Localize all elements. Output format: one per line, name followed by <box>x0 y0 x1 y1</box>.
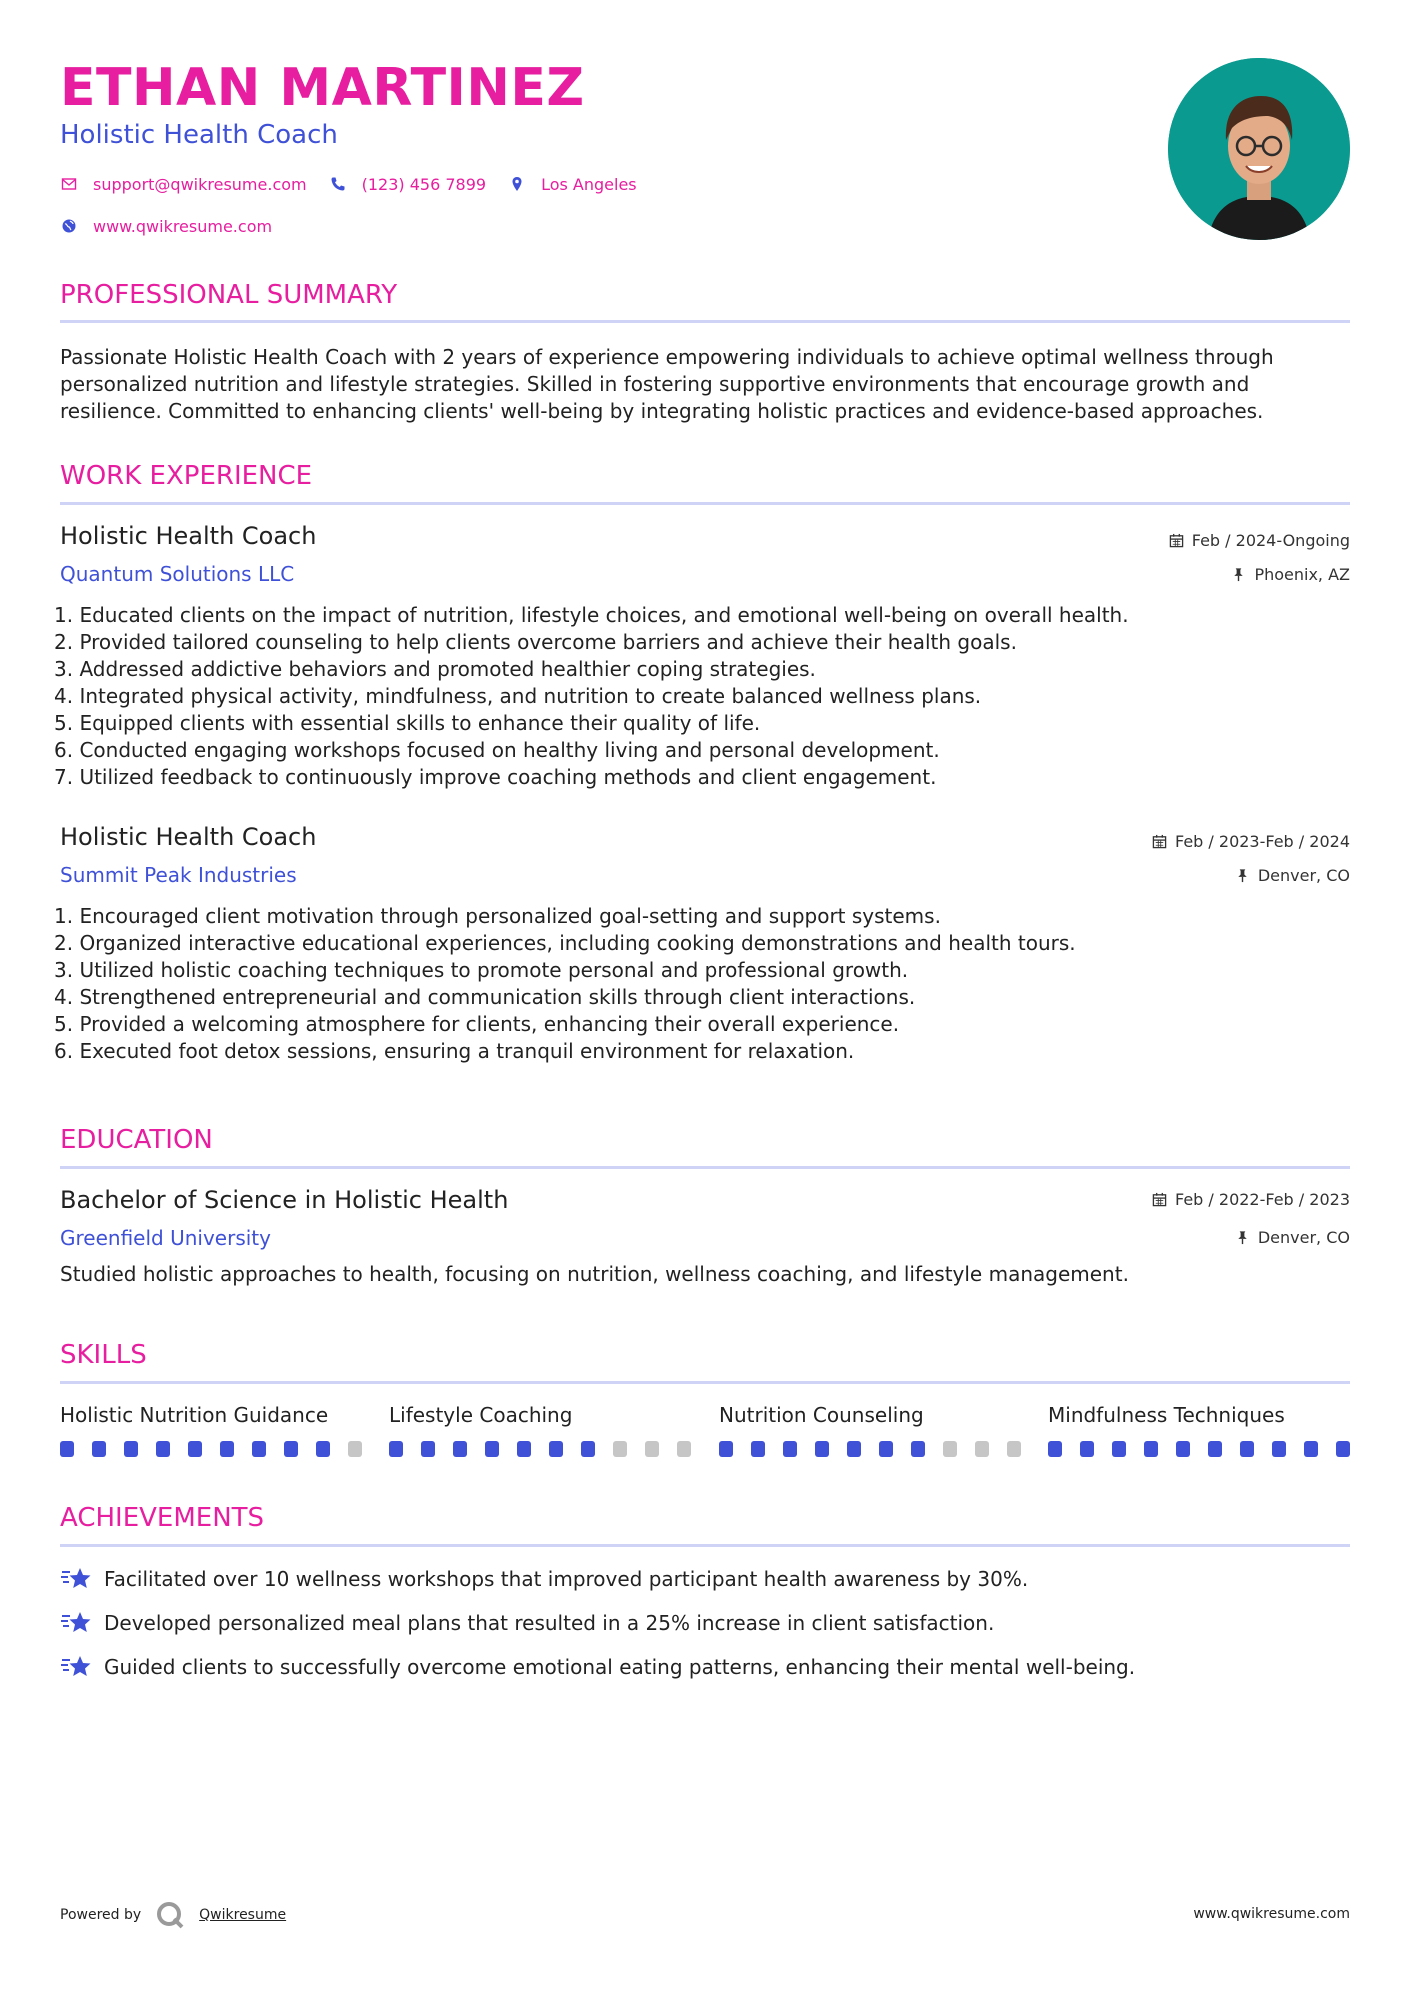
skill-dot-filled <box>581 1441 595 1457</box>
degree-title: Bachelor of Science in Holistic Health <box>60 1186 509 1214</box>
job-dates-text: Feb / 2024-Ongoing <box>1191 531 1350 550</box>
envelope-icon <box>60 175 78 193</box>
skill-dot-filled <box>124 1441 138 1457</box>
skill-dot-filled <box>1144 1441 1158 1457</box>
pushpin-icon <box>1231 567 1246 582</box>
job-location <box>1231 565 1350 584</box>
achievements-heading: ACHIEVEMENTS <box>60 1503 265 1533</box>
skill-dot-filled <box>92 1441 106 1457</box>
skill-dot-empty <box>348 1441 362 1457</box>
job-location-text: Phoenix, AZ <box>1254 565 1350 584</box>
star-icon <box>60 1653 92 1681</box>
section-divider <box>60 1166 1350 1169</box>
education-dates-text: Feb / 2022-Feb / 2023 <box>1175 1190 1350 1209</box>
skill-dot-filled <box>284 1441 298 1457</box>
achievement-item <box>60 1653 1135 1681</box>
skill-dot-filled <box>1336 1441 1350 1457</box>
skill-dot-filled <box>1304 1441 1318 1457</box>
skill-dot-filled <box>1272 1441 1286 1457</box>
skill-dot-filled <box>783 1441 797 1457</box>
brand-link[interactable]: Qwikresume <box>199 1907 287 1923</box>
company-name: Summit Peak Industries <box>60 863 297 887</box>
list-item: 5. Equipped clients with essential skills to enhance their quality of life. <box>54 711 761 735</box>
skill-dot-filled <box>1112 1441 1126 1457</box>
education-heading: EDUCATION <box>60 1125 213 1155</box>
list-item: 5. Provided a welcoming atmosphere for clients, enhancing their overall experience. <box>54 1012 900 1036</box>
avatar <box>1168 58 1350 240</box>
achievement-text: Developed personalized meal plans that resulted in a 25% increase in client satisfaction. <box>104 1611 995 1635</box>
achievement-item <box>60 1565 1028 1593</box>
skill-dot-filled <box>156 1441 170 1457</box>
skill-dot-filled <box>252 1441 266 1457</box>
skill-dot-filled <box>879 1441 893 1457</box>
skill-dot-empty <box>943 1441 957 1457</box>
skill-dot-filled <box>188 1441 202 1457</box>
job-title: Holistic Health Coach <box>60 522 317 550</box>
school-name: Greenfield University <box>60 1226 271 1250</box>
job-location-text: Denver, CO <box>1257 866 1350 885</box>
map-pin-icon <box>508 175 526 193</box>
section-divider <box>60 1381 1350 1384</box>
skill-dot-filled <box>751 1441 765 1457</box>
skill-dot-filled <box>220 1441 234 1457</box>
achievement-text: Facilitated over 10 wellness workshops that improved participant health awareness by 30%. <box>104 1567 1029 1591</box>
contact-block <box>60 172 659 256</box>
list-item: 2. Organized interactive educational experiences, including cooking demonstrations and health tours. <box>54 931 1076 955</box>
phone-number[interactable]: (123) 456 7899 <box>361 174 487 194</box>
skill-dot-filled <box>421 1441 435 1457</box>
skill-name: Holistic Nutrition Guidance <box>60 1403 329 1427</box>
star-icon <box>60 1565 92 1593</box>
job-dates <box>1152 832 1350 851</box>
skill-dot-filled <box>60 1441 74 1457</box>
skill-dot-filled <box>911 1441 925 1457</box>
skill-dot-filled <box>1048 1441 1062 1457</box>
email-link[interactable]: support@qwikresume.com <box>93 174 307 194</box>
experience-heading: WORK EXPERIENCE <box>60 461 313 491</box>
profile-photo <box>1168 58 1350 240</box>
summary-heading: PROFESSIONAL SUMMARY <box>60 280 398 310</box>
footer-url[interactable]: www.qwikresume.com <box>1193 1906 1350 1922</box>
list-item: 4. Strengthened entrepreneurial and communication skills through client interactions. <box>54 985 916 1009</box>
location-text: Los Angeles <box>541 174 637 194</box>
star-icon <box>60 1609 92 1637</box>
globe-icon <box>60 217 78 235</box>
skill-name: Nutrition Counseling <box>719 1403 924 1427</box>
pushpin-icon <box>1235 868 1250 883</box>
skill-dot-empty <box>677 1441 691 1457</box>
job-dates-text: Feb / 2023-Feb / 2024 <box>1175 832 1350 851</box>
skill-dot-filled <box>847 1441 861 1457</box>
company-name: Quantum Solutions LLC <box>60 562 295 586</box>
achievement-text: Guided clients to successfully overcome emotional eating patterns, enhancing their mental well-being. <box>104 1655 1136 1679</box>
list-item: 7. Utilized feedback to continuously improve coaching methods and client engagement. <box>54 765 937 789</box>
skill-rating <box>389 1441 709 1457</box>
education-description: Studied holistic approaches to health, focusing on nutrition, wellness coaching, and lifestyle management. <box>60 1262 1129 1286</box>
section-divider <box>60 320 1350 323</box>
section-divider <box>60 502 1350 505</box>
education-location <box>1235 1228 1350 1247</box>
calendar-icon <box>1169 533 1184 548</box>
phone-icon <box>329 175 347 193</box>
skill-dot-empty <box>645 1441 659 1457</box>
calendar-icon <box>1152 1192 1167 1207</box>
skill-rating <box>719 1441 1039 1457</box>
footer-powered-by <box>60 1900 286 1930</box>
list-item: 6. Executed foot detox sessions, ensuring a tranquil environment for relaxation. <box>54 1039 855 1063</box>
achievement-item <box>60 1609 994 1637</box>
skill-dot-filled <box>389 1441 403 1457</box>
candidate-name: ETHAN MARTINEZ <box>60 58 585 118</box>
list-item: 3. Addressed addictive behaviors and promoted healthier coping strategies. <box>54 657 816 681</box>
skill-dot-empty <box>975 1441 989 1457</box>
pushpin-icon <box>1235 1230 1250 1245</box>
qwikresume-logo-icon <box>155 1900 185 1930</box>
skill-name: Mindfulness Techniques <box>1048 1403 1285 1427</box>
job-title: Holistic Health Coach <box>60 823 317 851</box>
list-item: 1. Encouraged client motivation through personalized goal-setting and support systems. <box>54 904 941 928</box>
list-item: 6. Conducted engaging workshops focused on healthy living and personal development. <box>54 738 940 762</box>
skill-dot-filled <box>1080 1441 1094 1457</box>
skill-dot-filled <box>549 1441 563 1457</box>
candidate-role: Holistic Health Coach <box>60 120 338 150</box>
list-item: 3. Utilized holistic coaching techniques to promote personal and professional growth. <box>54 958 909 982</box>
job-location <box>1235 866 1350 885</box>
job-bullet-list <box>54 903 1344 1065</box>
skill-rating <box>60 1441 380 1457</box>
summary-text: Passionate Holistic Health Coach with 2 years of experience empowering individuals to achieve optimal wellness through personalized nutrition and lifestyle strategies. Skilled in fostering supportive environments that encourage growth and resilience. Committed to enhancing clients' well-being by integrating holistic practices and evidence-based approaches. <box>60 345 1274 423</box>
list-item: 2. Provided tailored counseling to help clients overcome barriers and achieve their health goals. <box>54 630 1017 654</box>
skill-dot-empty <box>613 1441 627 1457</box>
website-link[interactable]: www.qwikresume.com <box>93 216 273 236</box>
list-item: 4. Integrated physical activity, mindfulness, and nutrition to create balanced wellness plans. <box>54 684 982 708</box>
skill-dot-filled <box>1176 1441 1190 1457</box>
education-dates <box>1152 1190 1350 1209</box>
job-bullet-list <box>54 602 1344 791</box>
job-dates <box>1169 531 1350 550</box>
section-divider <box>60 1544 1350 1547</box>
skill-name: Lifestyle Coaching <box>389 1403 573 1427</box>
skill-dot-filled <box>1240 1441 1254 1457</box>
skill-dot-filled <box>316 1441 330 1457</box>
education-location-text: Denver, CO <box>1257 1228 1350 1247</box>
skill-dot-filled <box>485 1441 499 1457</box>
skill-rating <box>1048 1441 1368 1457</box>
skill-dot-filled <box>815 1441 829 1457</box>
skill-dot-filled <box>1208 1441 1222 1457</box>
skill-dot-filled <box>719 1441 733 1457</box>
list-item: 1. Educated clients on the impact of nutrition, lifestyle choices, and emotional well-being on overall health. <box>54 603 1129 627</box>
powered-by-label: Powered by <box>60 1907 142 1923</box>
calendar-icon <box>1152 834 1167 849</box>
skill-dot-empty <box>1007 1441 1021 1457</box>
skills-heading: SKILLS <box>60 1340 147 1370</box>
skill-dot-filled <box>453 1441 467 1457</box>
skill-dot-filled <box>517 1441 531 1457</box>
